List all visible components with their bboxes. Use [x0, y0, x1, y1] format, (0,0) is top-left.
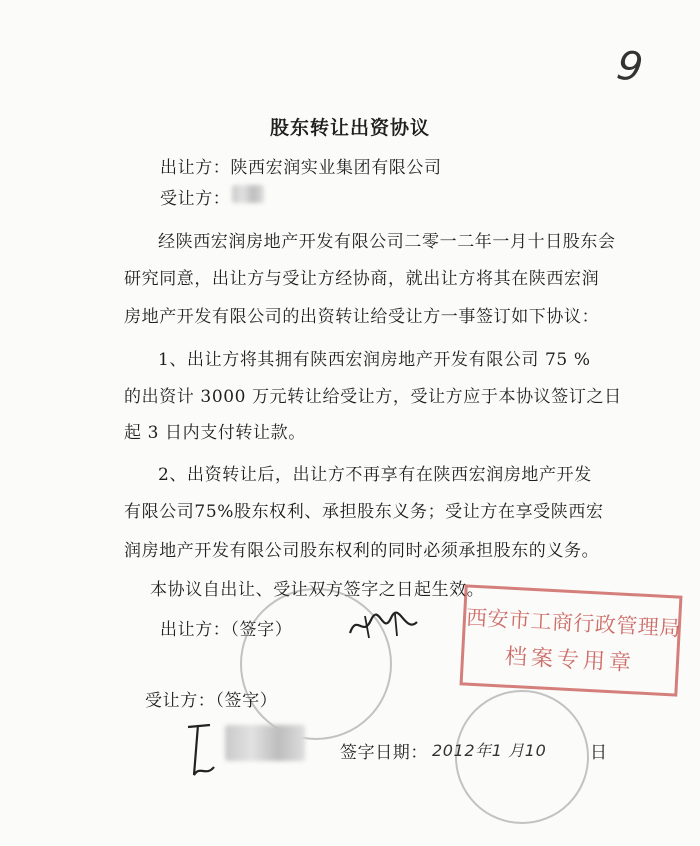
red-stamp-line2: 档案专用章 [504, 644, 636, 677]
red-stamp-line1: 西安市工商行政管理局 [465, 605, 682, 641]
redacted-transferee-signature [225, 725, 305, 761]
document-title: 股东转让出资协议 [269, 117, 430, 139]
clause1-line3: 起 3 日内支付转让款。 [124, 423, 306, 443]
clause2-line2: 有限公司75%股东权利、承担股东义务；受让方在享受陕西宏 [124, 502, 604, 522]
paragraph1-line1: 经陕西宏润房地产开发有限公司二零一二年一月十日股东会 [158, 232, 616, 252]
clause2-line1: 2、出资转让后，出让方不再享有在陕西宏润房地产开发 [158, 465, 592, 485]
archive-red-stamp [460, 584, 683, 696]
sign-date-label: 签字日期： [340, 743, 428, 763]
redacted-transferee-name [232, 185, 264, 203]
transferor-line: 出让方：陕西宏润实业集团有限公司 [160, 158, 442, 178]
sign-date-suffix: 日 [590, 743, 608, 763]
clause1-line2: 的出资计 3000 万元转让给受让方，受让方应于本协议签订之日 [124, 387, 622, 407]
transferor-signature [345, 608, 425, 648]
transferee-label: 受让方： [160, 189, 231, 209]
transferor-sign-label: 出让方：（签字） [160, 620, 293, 640]
handwritten-page-number: 9 [613, 42, 646, 92]
clause2-line3: 润房地产开发有限公司股东权利的同时必须承担股东的义务。 [124, 541, 600, 561]
effective-line: 本协议自出让、受让双方签字之日起生效。 [150, 580, 485, 600]
transferee-sign-label: 受让方：（签字） [145, 691, 278, 711]
paragraph1-line2: 研究同意，出让方与受让方经协商，就出让方将其在陕西宏润 [124, 269, 600, 289]
sign-date-value: 2012年1 月10 [432, 741, 547, 760]
clause1-line1: 1、出让方将其拥有陕西宏润房地产开发有限公司 75 % [158, 350, 591, 370]
paragraph1-line3: 房地产开发有限公司的出资转让给受让方一事签订如下协议： [124, 307, 600, 327]
